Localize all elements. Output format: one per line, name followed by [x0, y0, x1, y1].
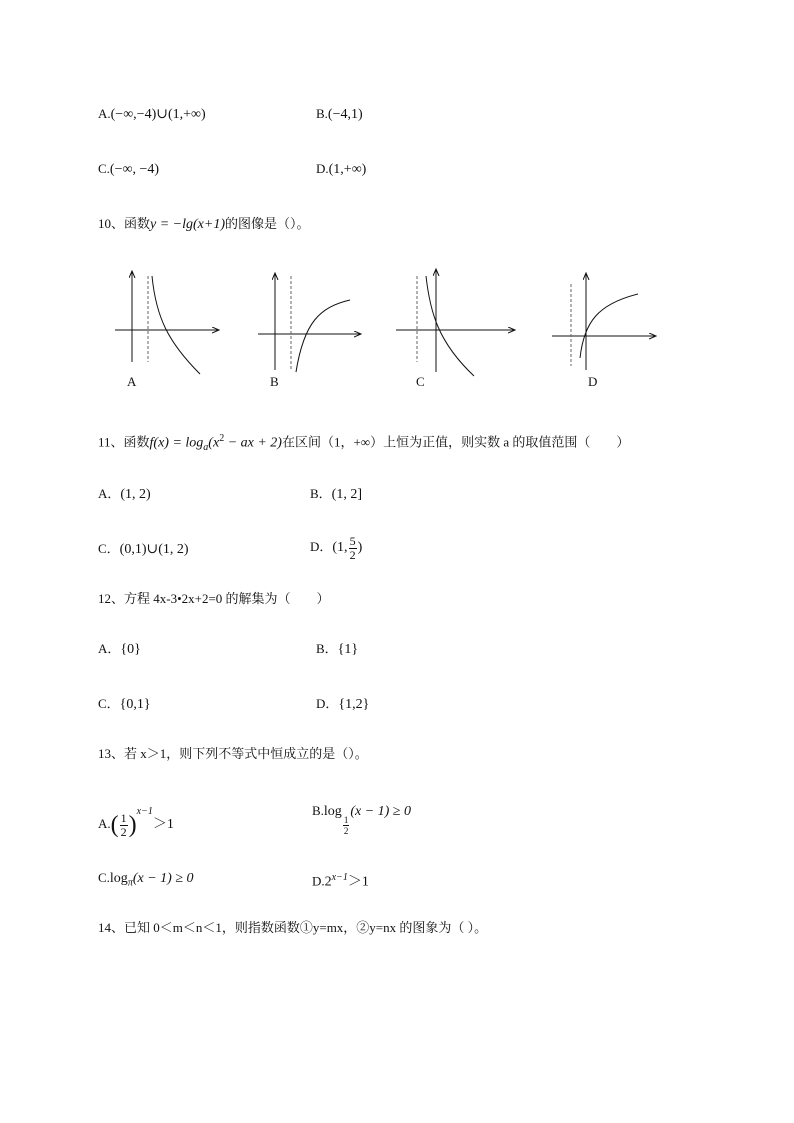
q11-option-c: C．(0,1)∪(1, 2)	[98, 541, 189, 557]
q12-option-c: C．{0,1}	[98, 696, 151, 712]
q11-option-b: B．(1, 2]	[310, 486, 362, 502]
q11-option-a: A．(1, 2)	[98, 486, 151, 502]
q13-option-b: B.log $\frac{1}{2}$ (x − 1) ≥ 0	[312, 803, 411, 836]
graph-b	[258, 274, 360, 372]
q12-option-b: B．{1}	[316, 641, 359, 657]
q13-stem: 13、若 x＞1，则下列不等式中恒成立的是（）。	[98, 746, 368, 761]
q11-stem: 11、函数$f(x) = \log_a(x^2$ − ax + 2)在区间（1，+∞）上恒为正值，则实数 a 的取值范围（ ）	[98, 433, 630, 453]
q9-option-a: A.(−∞,−4)∪(1,+∞)	[98, 106, 206, 122]
q11-option-d: D．(1, $\frac{5}{2}$ )	[310, 533, 363, 562]
graph-label-c: C	[416, 374, 425, 389]
q13-option-a: A.( $\frac{1}{2}$ )$^{x-1}$＞1	[98, 806, 174, 839]
q13-option-d: $D.2^{x-1}>1$	[312, 872, 369, 890]
q12-option-a: A．{0}	[98, 641, 141, 657]
graph-label-a: A	[127, 374, 137, 389]
graph-label-b: B	[270, 374, 279, 389]
q12-stem: 12、方程 4x-3•2x+2=0 的解集为（ ）	[98, 591, 330, 606]
q10-stem: 10、函数y = −lg(x+1)的图像是（）。	[98, 216, 310, 232]
q14-stem: 14、已知 0＜m＜n＜1，则指数函数①y=mx，②y=nx 的图象为（ ）。	[98, 920, 488, 935]
graph-d	[552, 274, 655, 370]
graph-c	[396, 270, 514, 376]
q13-option-c: $C.\log_\pi(x - 1) \ge 0$	[98, 870, 194, 889]
q9-option-c: C.(−∞, −4)	[98, 161, 160, 177]
graph-a	[115, 272, 218, 374]
q9-option-d: D.(1,+∞)	[316, 161, 367, 177]
q10-graphs	[0, 262, 794, 392]
q9-option-b: B.(−4,1)	[316, 106, 363, 122]
q12-option-d: D．{1,2}	[316, 696, 370, 712]
graph-label-d: D	[588, 374, 598, 389]
